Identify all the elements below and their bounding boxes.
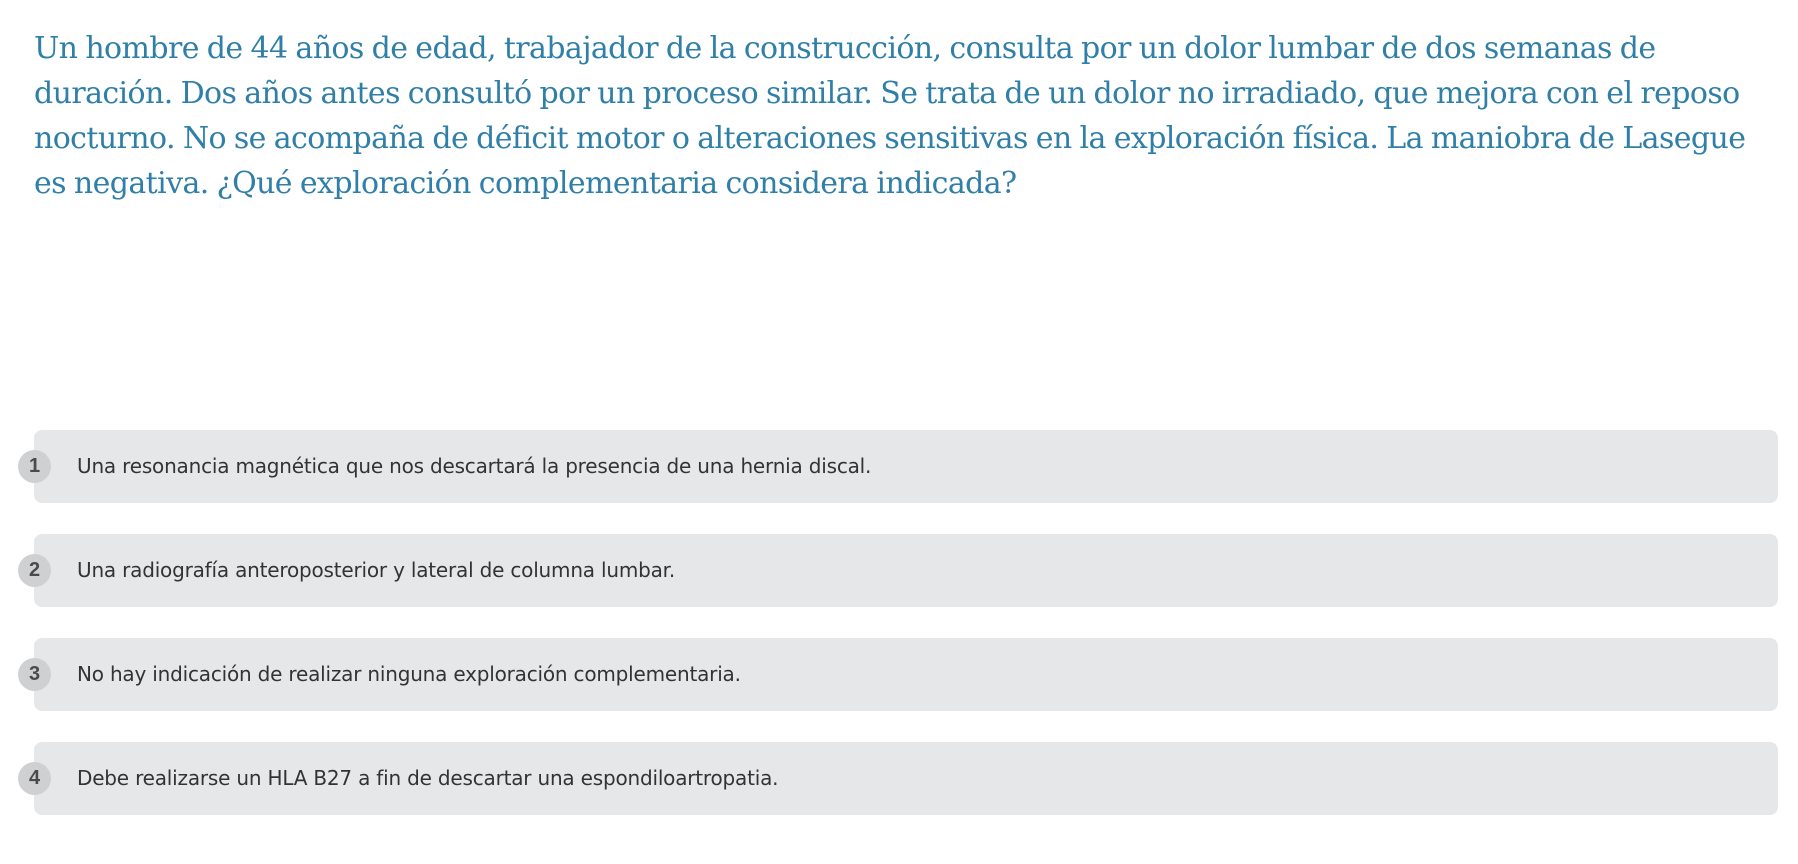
option-number-badge: 4 bbox=[18, 762, 51, 795]
question-text: Un hombre de 44 años de edad, trabajador de la construcción, consulta por un dolor lumbar de dos semanas de duración. Dos años antes consultó por un proceso similar. Se trata de un dolor no irradiado, que mejora con el reposo nocturno. No se acompaña de déficit motor o alteraciones sensitivas en la exploración física. La maniobra de Lasegue es negativa. ¿Qué exploración complementaria considera indicada? bbox=[34, 31, 1746, 201]
option-label: Una radiografía anteroposterior y lateral de columna lumbar. bbox=[77, 558, 676, 582]
option-number-badge: 3 bbox=[18, 658, 51, 691]
answer-option-4[interactable] bbox=[28, 742, 1778, 815]
answer-option-3[interactable] bbox=[28, 638, 1778, 711]
option-number-badge: 2 bbox=[18, 554, 51, 587]
answer-option-2[interactable] bbox=[28, 534, 1778, 607]
option-label: Una resonancia magnética que nos descartará la presencia de una hernia discal. bbox=[77, 454, 872, 478]
option-label: No hay indicación de realizar ninguna exploración complementaria. bbox=[77, 662, 741, 686]
option-number-badge: 1 bbox=[18, 450, 51, 483]
option-label: Debe realizarse un HLA B27 a fin de descartar una espondiloartropatia. bbox=[77, 766, 779, 790]
answer-option-1[interactable] bbox=[28, 430, 1778, 503]
